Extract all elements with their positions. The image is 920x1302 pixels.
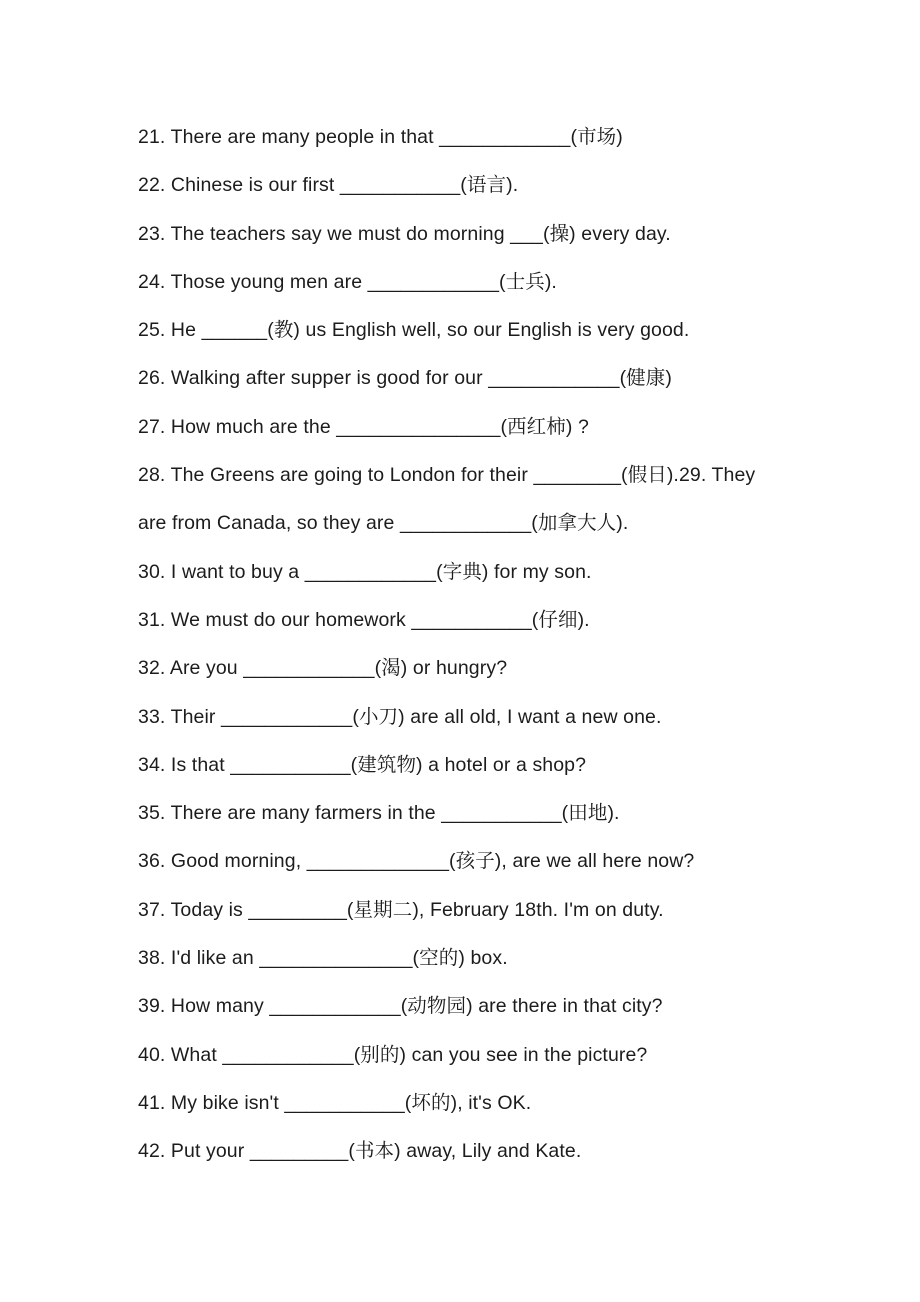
worksheet-line-30: 30. I want to buy a ____________(字典) for my son. bbox=[138, 560, 592, 583]
worksheet-line-22: 22. Chinese is our first ___________(语言). bbox=[138, 174, 519, 197]
worksheet-content bbox=[138, 113, 880, 1176]
worksheet-line-21: 21. There are many people in that ____________(市场) bbox=[138, 126, 623, 148]
worksheet-line-34: 34. Is that ___________(建筑物) a hotel or a shop? bbox=[138, 753, 587, 776]
worksheet-line-32: 32. Are you ____________(渴) or hungry? bbox=[138, 657, 508, 680]
worksheet-line-31: 31. We must do our homework ___________(仔细). bbox=[138, 608, 590, 631]
worksheet-line-39: 39. How many ____________(动物园) are there in that city? bbox=[138, 995, 663, 1018]
worksheet-line-35: 35. There are many farmers in the ___________(田地). bbox=[138, 802, 620, 825]
worksheet-line-42: 42. Put your _________(书本) away, Lily and Kate. bbox=[138, 1140, 582, 1163]
worksheet-line-41: 41. My bike isn't ___________(坏的), it's OK. bbox=[138, 1091, 532, 1114]
worksheet-line-38: 38. I'd like an ______________(空的) box. bbox=[138, 947, 508, 970]
worksheet-line-40: 40. What ____________(别的) can you see in the picture? bbox=[138, 1043, 648, 1066]
worksheet-line-25: 25. He ______(教) us English well, so our English is very good. bbox=[138, 319, 690, 342]
worksheet-line-29-continuation: are from Canada, so they are ____________(加拿大人). bbox=[138, 512, 629, 535]
worksheet-line-24: 24. Those young men are ____________(士兵). bbox=[138, 270, 557, 293]
worksheet-line-36: 36. Good morning, _____________(孩子), are we all here now? bbox=[138, 850, 695, 873]
worksheet-line-28: 28. The Greens are going to London for their ________(假日).29. They bbox=[138, 464, 756, 487]
worksheet-line-37: 37. Today is _________(星期二), February 18th. I'm on duty. bbox=[138, 898, 664, 921]
worksheet-line-26: 26. Walking after supper is good for our ____________(健康) bbox=[138, 367, 672, 390]
worksheet-line-27: 27. How much are the _______________(西红柿) ? bbox=[138, 415, 589, 438]
worksheet-line-23: 23. The teachers say we must do morning ___(操) every day. bbox=[138, 222, 671, 245]
worksheet-line-33: 33. Their ____________(小刀) are all old, I want a new one. bbox=[138, 705, 662, 728]
